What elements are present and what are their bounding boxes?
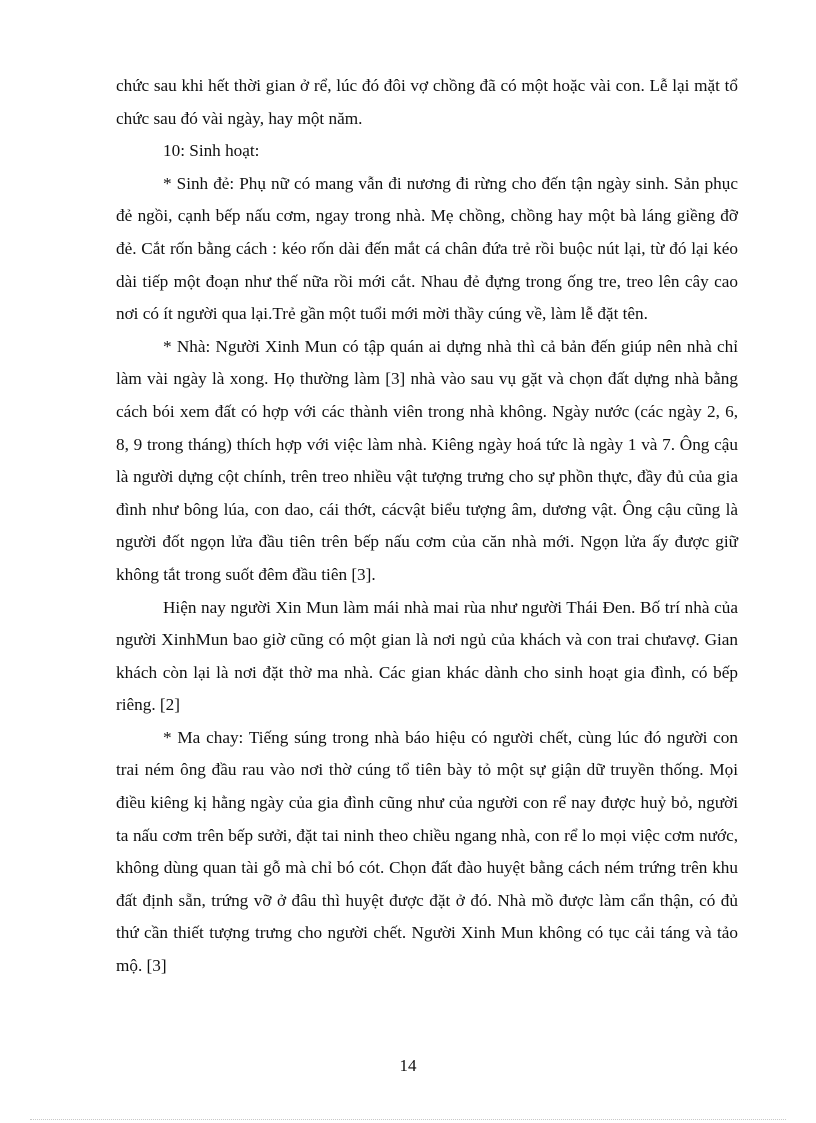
paragraph-nha: * Nhà: Người Xinh Mun có tập quán ai dựng nhà thì cả bản đến giúp nên nhà chỉ làm vài ngày là xong. Họ thường làm [3] nhà vào sau vụ gặt và chọn đất dựng nhà bằng cách bói xem đất có hợp với các thành viên trong nhà không. Ngày nước (các ngày 2, 6, 8, 9 trong tháng) thích hợp với việc làm nhà. Kiêng ngày hoá tức là ngày 1 và 7. Ông cậu là người dựng cột chính, trên treo nhiều vật tượng trưng cho sự phồn thực, đầy đủ của gia đình như bông lúa, con dao, cái thớt, cácvật biểu tượng âm, dương vật. Ông cậu cũng là người đốt ngọn lửa đầu tiên trên bếp nấu cơm của căn nhà mới. Ngọn lửa ấy được giữ không tắt trong suốt đêm đầu tiên [3].: [116, 336, 738, 584]
page-bottom-divider: [30, 1119, 786, 1120]
paragraph-hien-nay: Hiện nay người Xin Mun làm mái nhà mai rùa như người Thái Đen. Bố trí nhà của người XinhMun bao giờ cũng có một gian là nơi ngủ của khách và con trai chưavợ. Gian khách còn lại là nơi đặt thờ ma nhà. Các gian khác dành cho sinh hoạt gia đình, có bếp riêng. [2]: [116, 597, 738, 715]
paragraph-sinh-de: * Sinh đẻ: Phụ nữ có mang vẫn đi nương đi rừng cho đến tận ngày sinh. Sản phục đẻ ngồi, cạnh bếp nấu cơm, ngay trong nhà. Mẹ chồng, chồng hay một bà láng giềng đỡ đẻ. Cắt rốn bằng cách : kéo rốn dài đến mắt cá chân đứa trẻ rồi buộc nút lại, từ đó lại kéo dài tiếp một đoạn như thế nữa rồi mới cắt. Nhau đẻ đựng trong ống tre, treo lên cây cao nơi có ít người qua lại.Trẻ gần một tuổi mới mời thầy cúng về, làm lễ đặt tên.: [116, 173, 738, 324]
section-heading-sinh-hoat: 10: Sinh hoạt:: [163, 141, 260, 161]
page-number: 14: [399, 1056, 417, 1075]
document-body: [116, 70, 738, 983]
paragraph-continuation: chức sau khi hết thời gian ở rể, lúc đó đôi vợ chồng đã có một hoặc vài con. Lễ lại mặt tổ chức sau đó vài ngày, hay một năm.: [116, 76, 738, 128]
paragraph-ma-chay: * Ma chay: Tiếng súng trong nhà báo hiệu có người chết, cùng lúc đó người con trai ném ông đầu rau vào nơi thờ cúng tổ tiên bày tỏ một sự giận dữ truyền thống. Mọi điều kiêng kị hằng ngày của gia đình cũng như của người con rể nay được huỷ bỏ, người ta nấu cơm trên bếp sưởi, đặt tai ninh theo chiều ngang nhà, con rể lo mọi việc cơm nước, không dùng quan tài gỗ mà chỉ bó cót. Chọn đất đào huyệt bằng cách ném trứng trên khu đất định sẵn, trứng vỡ ở đâu thì huyệt được đặt ở đó. Nhà mồ được làm cẩn thận, có đủ thứ cần thiết tượng trưng cho người chết. Người Xinh Mun không có tục cải táng và tảo mộ. [3]: [116, 727, 738, 976]
